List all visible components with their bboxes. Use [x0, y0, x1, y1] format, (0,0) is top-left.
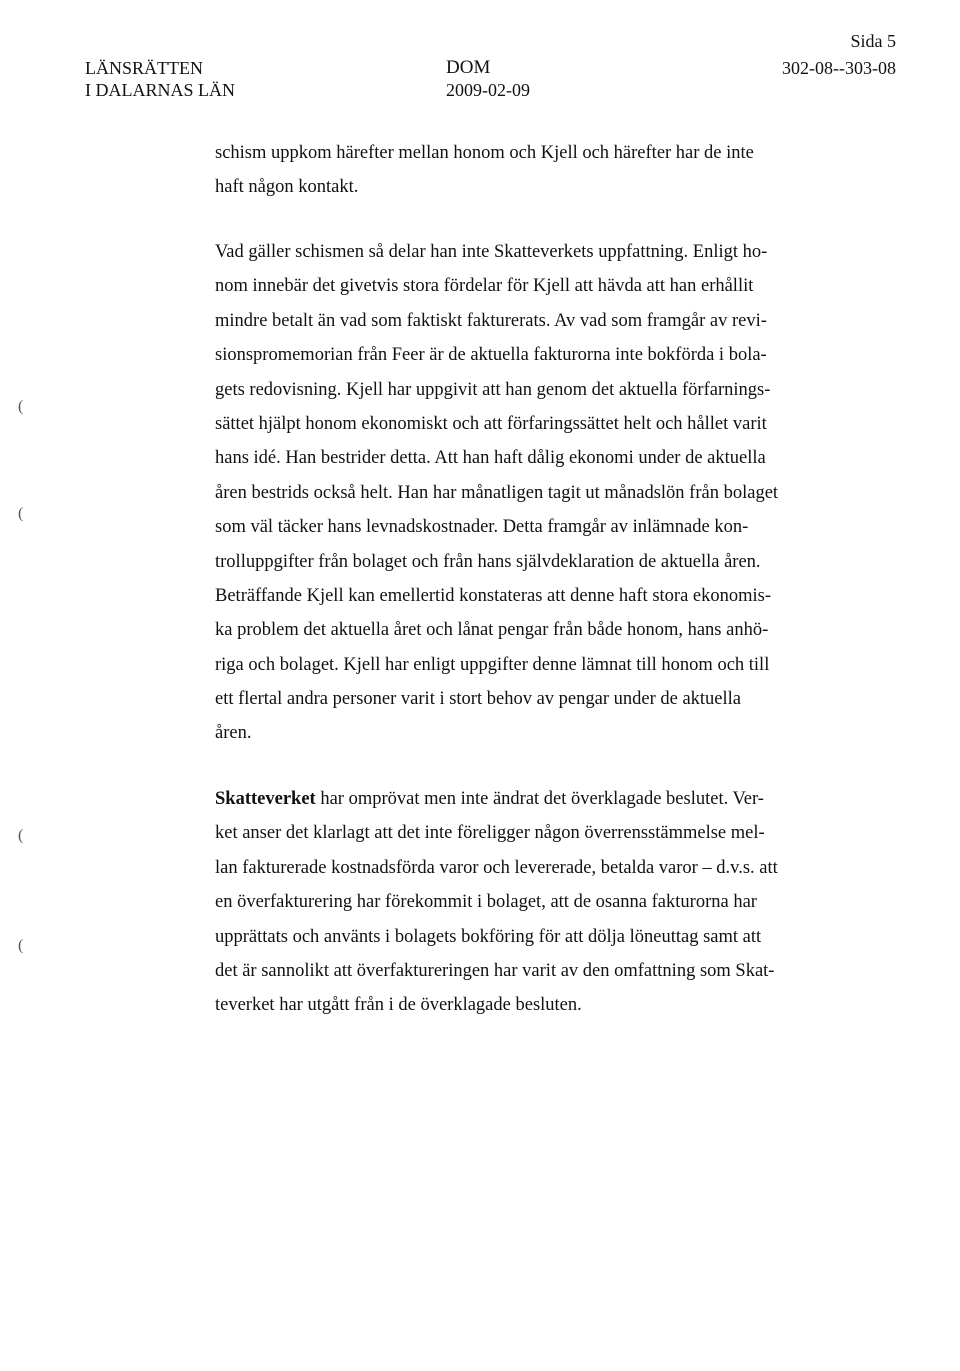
- court-name-line2: I DALARNAS LÄN: [85, 80, 235, 100]
- text-line: riga och bolaget. Kjell har enligt uppgifter denne lämnat till honom och till: [215, 654, 770, 675]
- text-line: gets redovisning. Kjell har uppgivit att han genom det aktuella förfarnings-: [215, 379, 771, 400]
- text-line: sionspromemorian från Feer är de aktuella fakturorna inte bokförda i bola-: [215, 345, 767, 366]
- scan-margin-mark: (: [18, 937, 24, 954]
- document-date: 2009-02-09: [446, 80, 530, 100]
- scan-margin-mark: (: [18, 505, 24, 522]
- scan-margin-mark: (: [18, 398, 24, 415]
- text-line-first: [215, 782, 815, 816]
- scan-margin-mark: (: [18, 827, 24, 844]
- paragraph-3: [215, 782, 815, 1023]
- page-info: [768, 30, 896, 79]
- text-line: sättet hjälpt honom ekonomiskt och att förfaringssättet helt och hållet varit: [215, 413, 767, 434]
- text-line: ett flertal andra personer varit i stort behov av pengar under de aktuella: [215, 689, 742, 710]
- court-name: [85, 57, 235, 101]
- text-line: hans idé. Han bestrider detta. Att han haft dålig ekonomi under de aktuella: [215, 448, 766, 469]
- text-line: Beträffande Kjell kan emellertid konstateras att denne haft stora ekonomis-: [215, 585, 772, 606]
- text-line: mindre betalt än vad som faktiskt fakturerats. Av vad som framgår av revi-: [215, 310, 767, 331]
- case-number: 302-08--303-08: [782, 58, 896, 78]
- paragraph-2: [215, 235, 815, 751]
- document-heading: [446, 57, 530, 101]
- court-name-line1: LÄNSRÄTTEN: [85, 58, 203, 78]
- text-line: nom innebär det givetvis stora fördelar för Kjell att hävda att han erhållit: [215, 276, 754, 297]
- paragraph-1: [215, 136, 815, 205]
- text-line: ka problem det aktuella året och lånat pengar från både honom, hans anhö-: [215, 620, 769, 641]
- text-line: haft någon kontakt.: [215, 177, 359, 198]
- text-line: en överfakturering har förekommit i bolaget, att de osanna fakturorna har: [215, 892, 757, 913]
- text-line: det är sannolikt att överfaktureringen har varit av den omfattning som Skat-: [215, 960, 775, 981]
- text-line-rest: har omprövat men inte ändrat det överklagade beslutet. Ver-: [315, 789, 764, 809]
- text-line: som väl täcker hans levnadskostnader. Detta framgår av inlämnade kon-: [215, 517, 749, 538]
- party-name-bold: Skatteverket: [215, 789, 316, 809]
- text-line: trolluppgifter från bolaget och från hans självdeklaration de aktuella åren.: [215, 551, 761, 572]
- text-line: lan fakturerade kostnadsförda varor och levererade, betalda varor – d.v.s. att: [215, 857, 778, 878]
- text-line: teverket har utgått från i de överklagade besluten.: [215, 995, 582, 1016]
- text-line: schism uppkom härefter mellan honom och Kjell och härefter har de inte: [215, 143, 754, 163]
- text-line: Vad gäller schismen så delar han inte Skatteverkets uppfattning. Enligt ho-: [215, 242, 768, 262]
- text-line: åren.: [215, 723, 252, 744]
- text-line: upprättats och använts i bolagets bokföring för att dölja löneuttag samt att: [215, 926, 762, 947]
- text-line: ket anser det klarlagt att det inte föreligger någon överrensstämmelse mel-: [215, 823, 765, 844]
- text-line: åren bestrids också helt. Han har månatligen tagit ut månadslön från bolaget: [215, 482, 779, 503]
- document-type: DOM: [446, 57, 491, 78]
- page-number: Sida 5: [850, 31, 896, 51]
